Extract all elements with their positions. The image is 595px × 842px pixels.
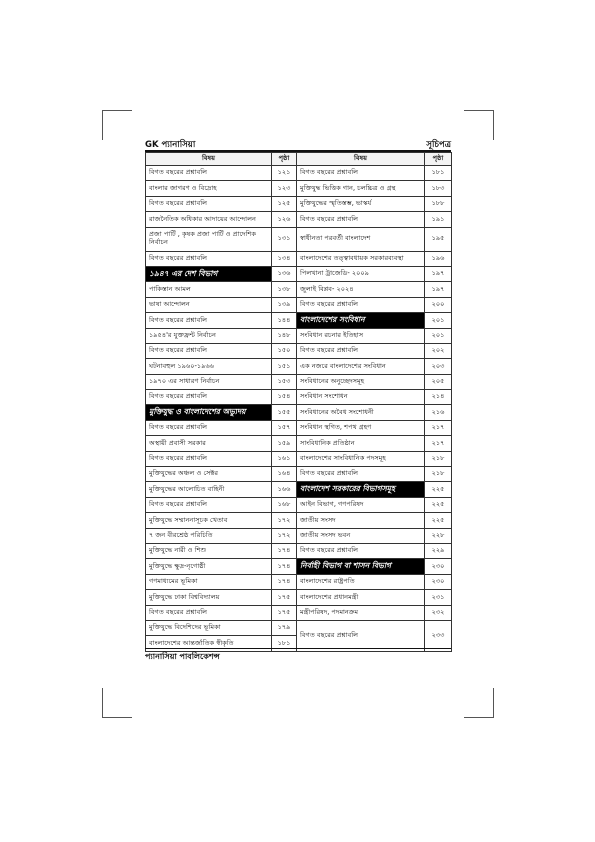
entry-page: ১৩৬ xyxy=(272,266,297,281)
entry-page: ২৩২ xyxy=(425,605,452,620)
entry-title: পিলখানা ট্রাজেডি- ২০০৯ xyxy=(297,266,425,281)
entry-page: ২০৫ xyxy=(425,374,452,389)
entry-title: মন্ত্রীপরিষদ, পদমানক্রম xyxy=(297,605,425,620)
entry-page: ১৫১ xyxy=(272,359,297,374)
entry-title: বিগত বছরের প্রশ্নাবলি xyxy=(297,543,425,558)
page-header-cell: পৃষ্ঠা xyxy=(425,153,452,166)
table-row xyxy=(146,620,452,635)
entry-page: ২২৫ xyxy=(425,482,452,497)
entry-title: বিগত বছরের প্রশ্নাবলি xyxy=(146,343,272,358)
crop-mark xyxy=(102,110,103,140)
entry-title: বিগত বছরের প্রশ্নাবলি xyxy=(146,420,272,435)
table-row xyxy=(146,390,452,405)
entry-title: বাংলাদেশের প্রধানমন্ত্রী xyxy=(297,590,425,605)
entry-page: ১৫০ xyxy=(272,343,297,358)
page-header-cell: পৃষ্ঠা xyxy=(272,153,297,166)
entry-title: পাকিস্তান আমল xyxy=(146,282,272,297)
entry-page: ২২৯ xyxy=(425,543,452,558)
entry-title: স্বাধীনতা পরবর্তী বাংলাদেশ xyxy=(297,227,425,251)
section-heading: বাংলাদেশের সংবিধান xyxy=(297,313,425,328)
entry-page: ২২৫ xyxy=(425,497,452,512)
entry-page: ২১৪ xyxy=(425,390,452,405)
entry-page: ১৫৫ xyxy=(272,405,297,420)
entry-page: ১৯৫ xyxy=(425,227,452,251)
book-title: GK প্যানাসিয়া xyxy=(145,140,196,150)
table-row xyxy=(146,251,452,266)
table-row xyxy=(146,605,452,620)
entry-title: বিগত বছরের প্রশ্নাবলি xyxy=(146,313,272,328)
section-heading: ১৯৪৭ এর দেশ বিভাগ xyxy=(146,266,272,281)
table-row xyxy=(146,559,452,574)
table-row xyxy=(146,574,452,589)
entry-page: ২১৮ xyxy=(425,451,452,466)
entry-page: ২১৬ xyxy=(425,405,452,420)
table-row xyxy=(146,297,452,312)
entry-page: ১৭৯ xyxy=(272,620,297,635)
entry-page: ১৯৬ xyxy=(425,251,452,266)
entry-page: ১৩১ xyxy=(272,227,297,251)
crop-mark xyxy=(102,110,132,111)
entry-title: সংবিধানের অনুচ্ছেদসমূহ xyxy=(297,374,425,389)
table-row xyxy=(146,405,452,420)
entry-title: ঘটনাবহুল ১৯৬০-১৯৬৬ xyxy=(146,359,272,374)
entry-page: ২১৭ xyxy=(425,436,452,451)
entry-title: জাতীয় সংসদ xyxy=(297,513,425,528)
entry-page: ১৪৮ xyxy=(272,328,297,343)
entry-title: বিগত বছরের প্রশ্নাবলি xyxy=(146,196,272,211)
entry-title: জাতীয় সংসদ ভবন xyxy=(297,528,425,543)
entry-title: মুক্তিযুদ্ধে ক্ষুদ্র-নৃগোষ্ঠী xyxy=(146,559,272,574)
entry-page: ২০১ xyxy=(425,328,452,343)
entry-title: মুক্তিযুদ্ধে বিদেশিদের ভূমিকা xyxy=(146,620,272,635)
table-row xyxy=(146,482,452,497)
entry-page: ১৭৫ xyxy=(272,590,297,605)
entry-page: ১৩৪ xyxy=(272,251,297,266)
entry-title: সংবিধান রচনার ইতিহাস xyxy=(297,328,425,343)
entry-title: সংবিধান সংশোধন xyxy=(297,390,425,405)
table-row xyxy=(146,266,452,281)
entry-title: বাংলাদেশের রাষ্ট্রপতি xyxy=(297,574,425,589)
section-heading: বাংলাদেশ সরকারের বিভাগসমূহ xyxy=(297,482,425,497)
entry-page: ১৬৪ xyxy=(272,467,297,482)
page-header xyxy=(145,138,451,150)
table-row xyxy=(146,328,452,343)
entry-title: বিগত বছরের প্রশ্নাবলি xyxy=(146,166,272,181)
entry-page: ২০০ xyxy=(425,297,452,312)
entry-title: মুক্তিযুদ্ধ ভিত্তিক গান, চলচ্চিত্র ও গ্রন্থ xyxy=(297,181,425,196)
table-row xyxy=(146,166,452,181)
entry-title: মুক্তিযুদ্ধের অঞ্চল ও সেক্টর xyxy=(146,467,272,482)
entry-page: ১২৫ xyxy=(272,196,297,211)
entry-page: ১৫৯ xyxy=(272,436,297,451)
entry-page: ১৭২ xyxy=(272,528,297,543)
entry-title: গণমাধ্যমের ভূমিকা xyxy=(146,574,272,589)
entry-title: বাংলার জাগরণ ও বিদ্রোহ xyxy=(146,181,272,196)
section-title: সূচিপত্র xyxy=(426,140,451,150)
entry-title: মুক্তিযুদ্ধে ঢাকা বিশ্ববিদ্যালয় xyxy=(146,590,272,605)
table-row xyxy=(146,374,452,389)
entry-title: সাংবিধানিক প্রতিষ্ঠান xyxy=(297,436,425,451)
table-row xyxy=(146,528,452,543)
table-row xyxy=(146,420,452,435)
table-row xyxy=(146,313,452,328)
entry-title: বিগত বছরের প্রশ্নাবলি xyxy=(297,297,425,312)
entry-page: ১৭২ xyxy=(272,513,297,528)
entry-page: ১৬৮ xyxy=(272,497,297,512)
table-row xyxy=(146,212,452,227)
entry-title: বিগত বছরের প্রশ্নাবলি xyxy=(297,212,425,227)
contents-body xyxy=(146,166,452,652)
entry-page: ১৯১ xyxy=(425,212,452,227)
entry-title: রাজনৈতিক অধিকার আদায়ের আন্দোলন xyxy=(146,212,272,227)
entry-page: ২৩০ xyxy=(425,559,452,574)
table-row xyxy=(146,359,452,374)
table-row xyxy=(146,590,452,605)
entry-page: ২০৩ xyxy=(425,359,452,374)
entry-page: ২২৮ xyxy=(425,528,452,543)
subject-header: বিষয় xyxy=(297,153,425,166)
entry-page: ১৮৩ xyxy=(425,181,452,196)
entry-title: বিগত বছরের প্রশ্নাবলি xyxy=(146,451,272,466)
entry-title: বাংলাদেশের সাংবিধানিক পদসমূহ xyxy=(297,451,425,466)
crop-mark xyxy=(464,110,494,111)
crop-mark xyxy=(464,717,494,718)
table-row xyxy=(146,543,452,558)
entry-page: ২১৮ xyxy=(425,467,452,482)
entry-page: ১৪৪ xyxy=(272,313,297,328)
table-row xyxy=(146,467,452,482)
entry-page: ১৮১ xyxy=(425,166,452,181)
crop-mark xyxy=(102,717,132,718)
crop-mark xyxy=(493,688,494,718)
entry-page: ১৫৪ xyxy=(272,390,297,405)
entry-page: ১৮১ xyxy=(272,636,297,651)
entry-page: ১৬৬ xyxy=(272,482,297,497)
entry-title: মুক্তিযুদ্ধের স্মৃতিস্তম্ভ, ভাস্কর্য xyxy=(297,196,425,211)
entry-title: ভাষা আন্দোলন xyxy=(146,297,272,312)
entry-title: মুক্তিযুদ্ধে সম্মাননাসূচক খেতাব xyxy=(146,513,272,528)
crop-mark xyxy=(493,110,494,140)
entry-page: ২১৭ xyxy=(425,420,452,435)
entry-title: সংবিধান স্থগিত, শপথ গ্রহণ xyxy=(297,420,425,435)
entry-title: সংবিধানের অবৈধ সংশোধনী xyxy=(297,405,425,420)
entry-page: ২৩১ xyxy=(425,590,452,605)
entry-page: ১৯৭ xyxy=(425,282,452,297)
entry-title: মুক্তিযুদ্ধের আলোচিত বাহিনী xyxy=(146,482,272,497)
entry-title: আইন বিভাগ, গণপরিষদ xyxy=(297,497,425,512)
table-row xyxy=(146,436,452,451)
entry-page: ১৮৮ xyxy=(425,196,452,211)
entry-title: জুলাই বিপ্লব- ২০২৪ xyxy=(297,282,425,297)
entry-title: বিগত বছরের প্রশ্নাবলি xyxy=(297,620,425,651)
entry-title: বিগত বছরের প্রশ্নাবলি xyxy=(146,497,272,512)
table-header-row xyxy=(146,153,452,166)
entry-title: ৭ জন বীরশ্রেষ্ঠ পরিচিতি xyxy=(146,528,272,543)
table-row xyxy=(146,196,452,211)
table-row xyxy=(146,497,452,512)
entry-title: বিগত বছরের প্রশ্নাবলি xyxy=(297,343,425,358)
entry-title: ১৯৭০ এর সাধারণ নির্বাচন xyxy=(146,374,272,389)
table-row xyxy=(146,343,452,358)
entry-page: ১৭৫ xyxy=(272,605,297,620)
entry-page: ১৩৮ xyxy=(272,282,297,297)
entry-title: ১৯৫৪'র যুক্তফ্রন্ট নির্বাচন xyxy=(146,328,272,343)
entry-page: ১৩৯ xyxy=(272,297,297,312)
entry-page: ২০১ xyxy=(425,313,452,328)
entry-page: ১৭৪ xyxy=(272,559,297,574)
entry-title: বিগত বছরের প্রশ্নাবলি xyxy=(146,605,272,620)
entry-page: ২৩০ xyxy=(425,574,452,589)
footer-rule xyxy=(145,648,451,649)
entry-title: বিগত বছরের প্রশ্নাবলি xyxy=(297,467,425,482)
entry-title: বিগত বছরের প্রশ্নাবলি xyxy=(146,251,272,266)
publisher-footer: প্যানাসিয়া পাবলিকেশন্স xyxy=(145,652,220,661)
entry-page: ১৫৭ xyxy=(272,420,297,435)
table-row xyxy=(146,181,452,196)
entry-page: ১৯৭ xyxy=(425,266,452,281)
entry-title: অস্থায়ী প্রবাসী সরকার xyxy=(146,436,272,451)
entry-page: ১৭৪ xyxy=(272,574,297,589)
entry-page: ১২৬ xyxy=(272,212,297,227)
entry-page: ২৩৩ xyxy=(425,620,452,651)
entry-title: বাংলাদেশের তত্ত্বাবধায়ক সরকারব্যবস্থা xyxy=(297,251,425,266)
entry-page: ১২১ xyxy=(272,166,297,181)
entry-title: এক নজরে বাংলাদেশের সংবিধান xyxy=(297,359,425,374)
table-row xyxy=(146,513,452,528)
table-row xyxy=(146,282,452,297)
entry-page: ২২৫ xyxy=(425,513,452,528)
table-row xyxy=(146,227,452,251)
entry-title: মুক্তিযুদ্ধে নারী ও শিশু xyxy=(146,543,272,558)
entry-page: ২০২ xyxy=(425,343,452,358)
subject-header: বিষয় xyxy=(146,153,272,166)
entry-title: প্রজা পার্টি , কৃষক প্রজা পার্টি ও প্রাদেশিক নির্বাচন xyxy=(146,227,272,251)
entry-page: ১৭৪ xyxy=(272,543,297,558)
section-heading: মুক্তিযুদ্ধ ও বাংলাদেশের অভ্যুদয় xyxy=(146,405,272,420)
entry-page: ১৬১ xyxy=(272,451,297,466)
entry-page: ১৫৩ xyxy=(272,374,297,389)
contents-table xyxy=(145,152,452,652)
entry-title: বিগত বছরের প্রশ্নাবলি xyxy=(297,166,425,181)
entry-page: ১২৩ xyxy=(272,181,297,196)
table-row xyxy=(146,451,452,466)
entry-title: বিগত বছরের প্রশ্নাবলি xyxy=(146,390,272,405)
crop-mark xyxy=(102,688,103,718)
entry-title: বাংলাদেশের আন্তর্জাতিক স্বীকৃতি xyxy=(146,636,272,651)
section-heading: নির্বাহী বিভাগ বা শাসন বিভাগ xyxy=(297,559,425,574)
